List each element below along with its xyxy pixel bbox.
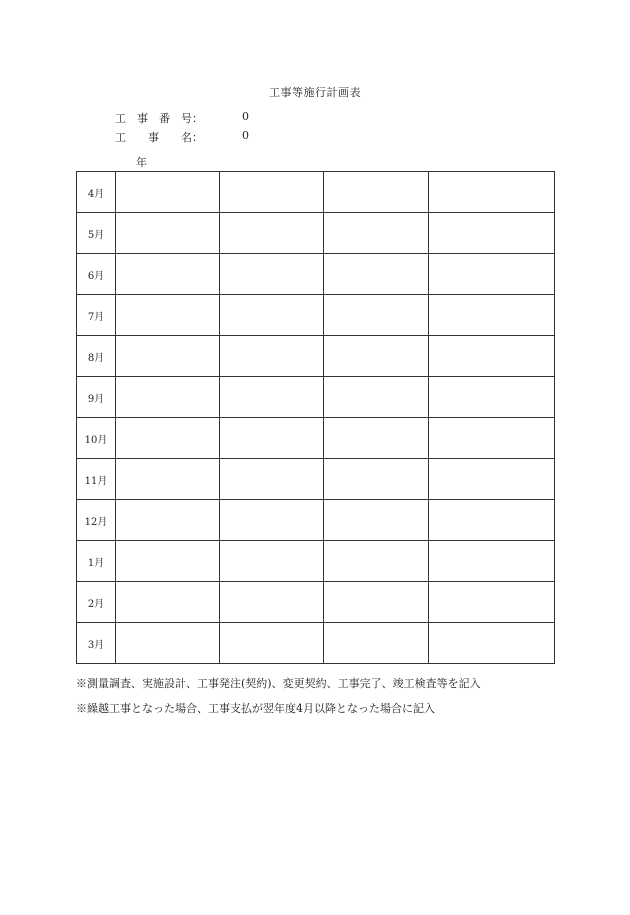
schedule-cell-4[interactable] <box>429 213 555 254</box>
month-cell: 11月 <box>77 459 116 500</box>
month-cell: 7月 <box>77 295 116 336</box>
year-label: 年 <box>136 156 147 169</box>
schedule-cell-4[interactable] <box>429 418 555 459</box>
schedule-cell-2[interactable] <box>220 254 324 295</box>
project-name-value: 0 <box>242 129 249 142</box>
project-number-label: 工 事 番 号： <box>115 112 203 125</box>
schedule-row <box>77 295 555 336</box>
month-cell: 6月 <box>77 254 116 295</box>
schedule-row <box>77 336 555 377</box>
month-cell: 2月 <box>77 582 116 623</box>
schedule-cell-3[interactable] <box>324 336 429 377</box>
schedule-cell-3[interactable] <box>324 459 429 500</box>
schedule-cell-2[interactable] <box>220 418 324 459</box>
schedule-row <box>77 172 555 213</box>
schedule-cell-1[interactable] <box>116 295 220 336</box>
schedule-cell-4[interactable] <box>429 295 555 336</box>
schedule-row <box>77 418 555 459</box>
schedule-cell-3[interactable] <box>324 582 429 623</box>
schedule-cell-2[interactable] <box>220 172 324 213</box>
month-cell: 3月 <box>77 623 116 664</box>
schedule-cell-4[interactable] <box>429 541 555 582</box>
schedule-cell-1[interactable] <box>116 213 220 254</box>
month-cell: 1月 <box>77 541 116 582</box>
schedule-row <box>77 500 555 541</box>
note-1: ※測量調査、実施設計、工事発注(契約)、変更契約、工事完了、竣工検査等を記入 <box>76 677 481 690</box>
schedule-cell-4[interactable] <box>429 336 555 377</box>
schedule-cell-3[interactable] <box>324 541 429 582</box>
schedule-cell-2[interactable] <box>220 377 324 418</box>
schedule-row <box>77 213 555 254</box>
schedule-cell-2[interactable] <box>220 295 324 336</box>
schedule-cell-3[interactable] <box>324 418 429 459</box>
document-title: 工事等施行計画表 <box>269 86 361 99</box>
schedule-cell-4[interactable] <box>429 459 555 500</box>
schedule-cell-2[interactable] <box>220 623 324 664</box>
schedule-cell-1[interactable] <box>116 377 220 418</box>
schedule-row <box>77 541 555 582</box>
month-cell: 12月 <box>77 500 116 541</box>
project-number-value: 0 <box>242 110 249 123</box>
schedule-table <box>76 171 555 664</box>
schedule-cell-4[interactable] <box>429 377 555 418</box>
schedule-cell-3[interactable] <box>324 172 429 213</box>
schedule-cell-1[interactable] <box>116 541 220 582</box>
schedule-cell-3[interactable] <box>324 377 429 418</box>
schedule-cell-4[interactable] <box>429 500 555 541</box>
schedule-cell-3[interactable] <box>324 623 429 664</box>
schedule-cell-2[interactable] <box>220 459 324 500</box>
schedule-row <box>77 377 555 418</box>
schedule-cell-4[interactable] <box>429 172 555 213</box>
schedule-cell-3[interactable] <box>324 500 429 541</box>
schedule-cell-2[interactable] <box>220 582 324 623</box>
schedule-cell-1[interactable] <box>116 254 220 295</box>
schedule-cell-2[interactable] <box>220 541 324 582</box>
schedule-row <box>77 582 555 623</box>
schedule-cell-3[interactable] <box>324 254 429 295</box>
schedule-row <box>77 459 555 500</box>
schedule-cell-1[interactable] <box>116 500 220 541</box>
schedule-cell-1[interactable] <box>116 582 220 623</box>
note-2: ※繰越工事となった場合、工事支払が翌年度4月以降となった場合に記入 <box>76 702 435 715</box>
schedule-cell-2[interactable] <box>220 500 324 541</box>
schedule-cell-3[interactable] <box>324 295 429 336</box>
month-cell: 9月 <box>77 377 116 418</box>
schedule-row <box>77 623 555 664</box>
month-cell: 4月 <box>77 172 116 213</box>
schedule-cell-1[interactable] <box>116 418 220 459</box>
schedule-cell-1[interactable] <box>116 623 220 664</box>
schedule-cell-4[interactable] <box>429 254 555 295</box>
schedule-cell-4[interactable] <box>429 623 555 664</box>
month-cell: 10月 <box>77 418 116 459</box>
schedule-cell-3[interactable] <box>324 213 429 254</box>
month-cell: 5月 <box>77 213 116 254</box>
schedule-row <box>77 254 555 295</box>
project-name-label: 工 事 名： <box>115 131 203 144</box>
schedule-cell-2[interactable] <box>220 336 324 377</box>
schedule-cell-1[interactable] <box>116 459 220 500</box>
schedule-cell-2[interactable] <box>220 213 324 254</box>
schedule-cell-1[interactable] <box>116 336 220 377</box>
month-cell: 8月 <box>77 336 116 377</box>
schedule-cell-1[interactable] <box>116 172 220 213</box>
schedule-cell-4[interactable] <box>429 582 555 623</box>
